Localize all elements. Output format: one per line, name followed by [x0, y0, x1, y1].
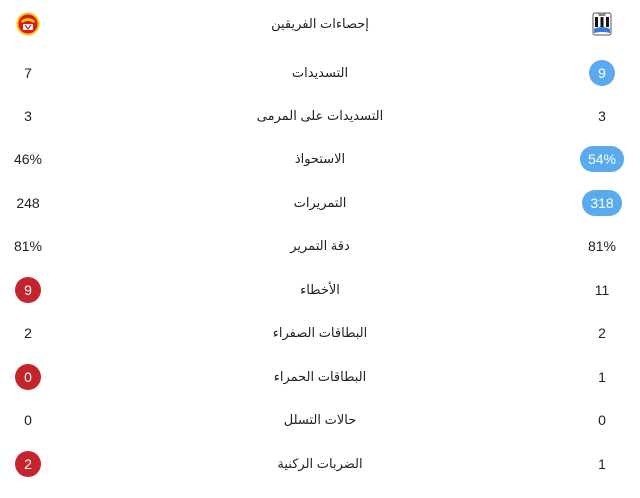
away-team-logo: [570, 4, 634, 44]
home-shots-on-target: 3: [24, 108, 32, 124]
home-yellow-cards: 2: [24, 325, 32, 341]
stat-label: الأخطاء: [300, 282, 340, 297]
stat-label: التسديدات على المرمى: [256, 108, 384, 123]
stat-row-shots: [0, 53, 640, 93]
away-possession-highlight: 54%: [580, 146, 624, 172]
stat-row-red-cards: [0, 357, 640, 397]
home-offsides: 0: [24, 412, 32, 428]
home-fouls-highlight: 9: [15, 277, 41, 303]
man-utd-crest-icon: [16, 11, 40, 37]
stat-row-passes: [0, 183, 640, 223]
stat-row-shots-on-target: [0, 96, 640, 136]
stat-row-offsides: [0, 400, 640, 440]
stat-label: الضربات الركنية: [277, 456, 363, 471]
home-corners-highlight: 2: [15, 451, 41, 477]
stats-title: إحصاءات الفريقين: [271, 16, 369, 31]
stat-label: التمريرات: [293, 195, 347, 210]
away-red-cards: 1: [598, 369, 606, 385]
away-shots-on-target: 3: [598, 108, 606, 124]
stat-label: دقة التمرير: [290, 238, 350, 253]
stat-label: البطاقات الحمراء: [273, 369, 367, 384]
away-offsides: 0: [598, 412, 606, 428]
stat-row-fouls: [0, 270, 640, 310]
stat-row-corners: [0, 444, 640, 484]
home-shots: 7: [24, 65, 32, 81]
stat-row-pass-accuracy: [0, 226, 640, 266]
stats-header-row: [0, 4, 640, 44]
home-passes: 248: [16, 195, 40, 211]
home-red-cards-highlight: 0: [15, 364, 41, 390]
home-team-logo: [0, 4, 56, 44]
away-fouls: 11: [594, 282, 610, 298]
away-pass-accuracy: 81%: [587, 238, 617, 254]
stat-label: الاستحواذ: [294, 151, 346, 166]
home-pass-accuracy: 81%: [13, 238, 43, 254]
newcastle-crest-icon: [590, 11, 614, 37]
stat-label: البطاقات الصفراء: [272, 325, 368, 340]
away-yellow-cards: 2: [598, 325, 606, 341]
home-possession: 46%: [13, 151, 43, 167]
stat-row-yellow-cards: [0, 313, 640, 353]
away-shots-highlight: 9: [589, 60, 615, 86]
stat-label: حالات التسلل: [283, 412, 357, 427]
stat-row-possession: [0, 139, 640, 179]
away-corners: 1: [598, 456, 606, 472]
stat-label: التسديدات: [291, 65, 349, 80]
away-passes-highlight: 318: [582, 190, 621, 216]
